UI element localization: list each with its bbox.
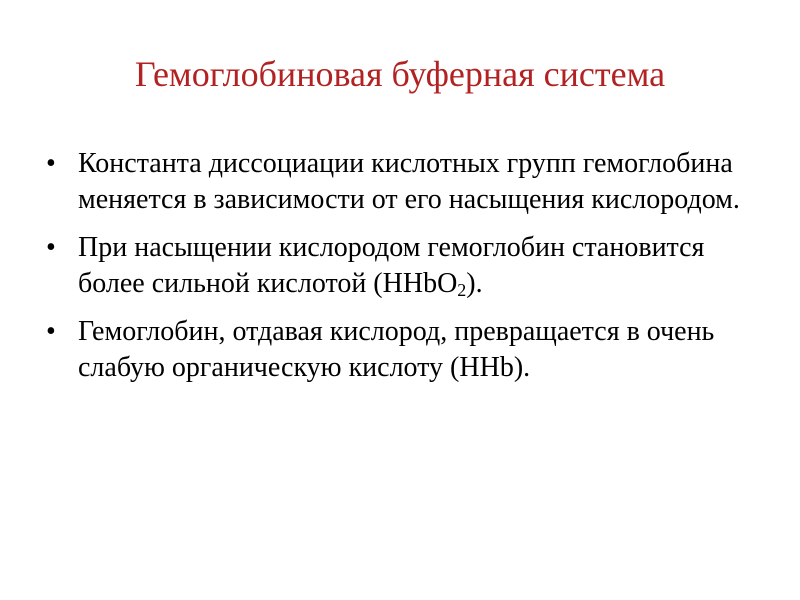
bullet-icon: •	[46, 316, 56, 347]
bullet-icon: •	[46, 148, 56, 179]
bullet-list	[40, 146, 760, 398]
subscript: 2	[457, 280, 467, 300]
bullet-text-part: ).	[466, 268, 483, 299]
bullet-text: Константа диссоциации кислотных групп гемоглобина меняется в зависимости от его насыщения кислородом.	[78, 148, 740, 215]
bullet-item	[40, 146, 760, 218]
bullet-text: Гемоглобин, отдавая кислород, превращается в очень слабую органическую кислоту (HHb).	[78, 316, 715, 383]
bullet-text-part: При насыщении кислородом гемоглобин становится более сильной кислотой (HHbO	[78, 232, 705, 299]
bullet-icon: •	[46, 232, 56, 263]
bullet-item	[40, 230, 760, 302]
bullet-text	[78, 232, 704, 299]
slide-title: Гемоглобиновая буферная система	[134, 54, 666, 94]
bullet-item	[40, 314, 760, 386]
